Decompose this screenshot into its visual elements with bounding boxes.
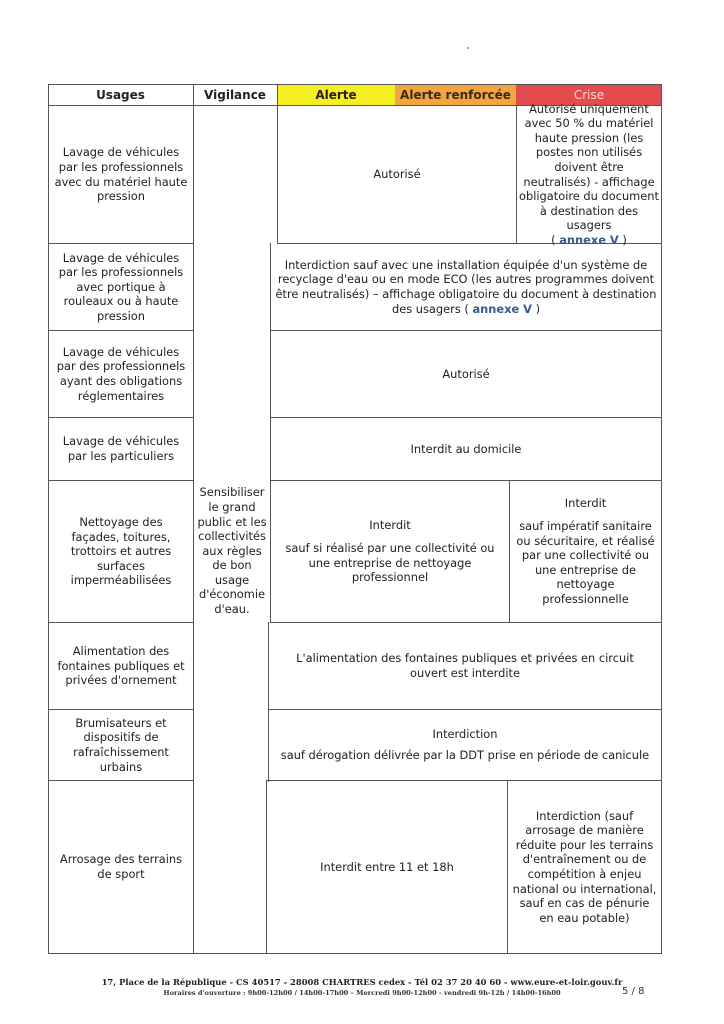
crise-cell [508, 781, 661, 953]
footer-address: 17, Place de la République - CS 40517 - 28008 CHARTRES cedex - Tél 02 37 20 40 60 - www.eure-et-loir.gouv.fr [101, 977, 623, 987]
merged-rule-cell [269, 710, 661, 780]
crise-cell [510, 481, 661, 622]
rule-text: Autorisé [442, 366, 490, 381]
merged-rule-cell [269, 623, 661, 709]
paren-open: ( [551, 232, 560, 247]
usage-text: Alimentation des fontaines publiques et privées d'ornement [57, 644, 185, 688]
header-usages: Usages [48, 84, 193, 105]
usage-cell [49, 710, 193, 780]
usage-cell [49, 331, 193, 417]
usage-cell [49, 623, 193, 709]
merged-rule-cell [271, 244, 661, 330]
rule-text: Interdit au domicile [410, 441, 522, 456]
usage-cell [49, 244, 193, 330]
rule-text [519, 102, 659, 248]
footer-hours: Horaires d'ouverture : 9h00-12h00 / 14h00-17h00 – Mercredi 9h00-12h00 - vendredi 9h-12h / 14h00-16h00 [163, 989, 561, 997]
scan-speck [467, 47, 469, 49]
paren-open: ( [464, 301, 473, 316]
header-vigilance: Vigilance [193, 84, 277, 105]
alerte-cell [271, 481, 509, 622]
usage-text: Lavage de véhicules par les professionnels avec portique à rouleaux ou à haute pression [58, 250, 184, 323]
page-number: 5 / 8 [622, 986, 645, 997]
header-alerte: Alerte [277, 84, 395, 105]
usage-text: Nettoyage des façades, toitures, trottoirs et autres surfaces imperméabilisées [70, 515, 172, 588]
rule-text: Interdit entre 11 et 18h [320, 859, 454, 874]
crise-rule-text: Autorisé uniquement avec 50 % du matériel haute pression (les postes non utilisés doivent être neutralisés) - affichage obligatoire du document à destination des usagers [519, 101, 659, 233]
paren-close: ) [531, 301, 541, 316]
usage-text: Brumisateurs et dispositifs de rafraîchissement urbains [73, 715, 169, 774]
usage-cell [49, 418, 193, 480]
usage-text: Arrosage des terrains de sport [59, 852, 183, 881]
usage-cell [49, 106, 193, 243]
alerte-cell [278, 106, 516, 243]
vigilance-text: Sensibiliser le grand public et les collectivités aux règles de bon usage d'économie d'eau. [197, 485, 267, 617]
grid-line [48, 84, 662, 85]
alerte-cell [267, 781, 507, 953]
usage-text: Lavage de véhicules par les particuliers [62, 434, 180, 463]
rule-text: sauf si réalisé par une collectivité ou une entreprise de nettoyage professionnel [285, 540, 495, 585]
rule-text: Interdiction (sauf arrosage de manière réduite pour les terrains d'entraînement ou de compétition à enjeu national ou international, sauf en cas de pénurie en eau potable) [512, 808, 657, 925]
merged-rule-cell [271, 331, 661, 417]
header-alerte-renforcee: Alerte renforcée [395, 84, 516, 105]
annexe-link[interactable]: annexe V [472, 301, 532, 316]
usage-text: Lavage de véhicules par des professionnels ayant des obligations réglementaires [56, 344, 186, 403]
merged-rule-cell [271, 418, 661, 480]
vigilance-cell [194, 480, 270, 622]
rule-title: Interdiction [432, 727, 498, 742]
usage-text: Lavage de véhicules par les professionnels avec du matériel haute pression [54, 145, 188, 204]
grid-line [48, 953, 662, 954]
rule-text: sauf impératif sanitaire ou sécuritaire, et réalisé par une collectivité ou une entreprise de nettoyage professionnelle [516, 519, 655, 606]
rule-text: Autorisé [373, 167, 421, 182]
rule-text [273, 258, 659, 316]
rule-title: Interdit [369, 518, 411, 533]
header-crise: Crise [516, 84, 662, 105]
usage-cell [49, 781, 193, 953]
crise-cell [517, 101, 661, 247]
rule-text: sauf dérogation délivrée par la DDT prise en période de canicule [280, 748, 650, 762]
rule-title: Interdit [564, 496, 607, 511]
annexe-link[interactable]: annexe V [559, 232, 619, 247]
paren-close: ) [618, 232, 627, 247]
grid-line [661, 84, 662, 954]
usage-cell [49, 481, 193, 622]
rule-text: L'alimentation des fontaines publiques et privées en circuit ouvert est interdite [296, 651, 634, 680]
merged-rule-text: Interdiction sauf avec une installation équipée d'un système de recyclage d'eau ou en mode ECO (les autres programmes doivent être neutralisés) – affichage obligatoire du document à destination des usagers [275, 257, 657, 316]
